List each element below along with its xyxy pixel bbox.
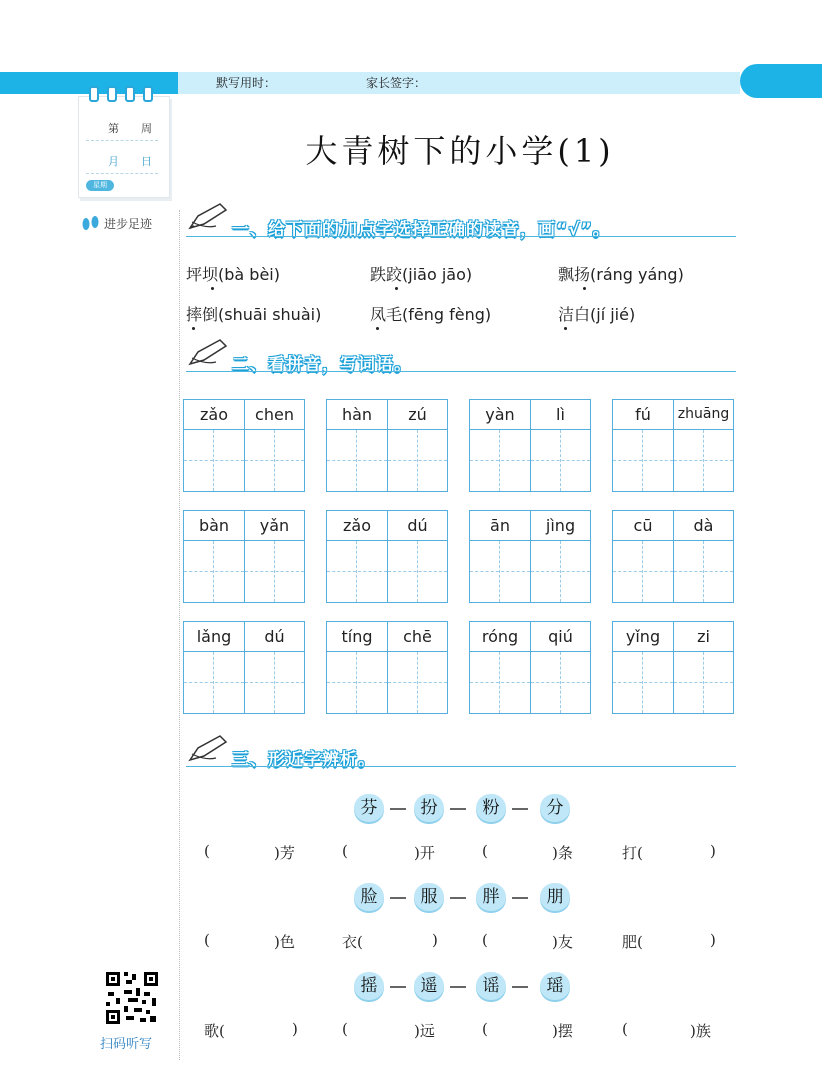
pinyin-label: róng <box>470 622 531 652</box>
pinyin-label: zhuāng <box>674 400 733 430</box>
emphasis-dot <box>395 287 398 290</box>
pinyin-label: dà <box>674 511 733 541</box>
weekday-badge: 星期 <box>86 180 114 191</box>
pinyin-label: yàn <box>470 400 531 430</box>
section-3-heading: 三、形近字辨析。 <box>232 750 376 770</box>
pinyin-label: lì <box>531 400 590 430</box>
char-chip: 胖 <box>476 883 506 911</box>
char-chip: 瑶 <box>540 972 570 1000</box>
calendar-line <box>86 173 158 174</box>
emphasis-dot <box>211 287 214 290</box>
reading-item: 洁白(jí jié) <box>558 305 636 324</box>
blank-open: 歌( <box>204 1022 225 1040</box>
calendar-ring <box>125 86 135 102</box>
char-chip: 扮 <box>414 794 444 822</box>
writing-cell[interactable] <box>470 430 531 491</box>
progress-label: 进步足迹 <box>104 217 153 231</box>
blank-open: ( <box>482 842 488 860</box>
blank-close: )族 <box>690 1022 711 1040</box>
section-2-heading: 二、看拼音，写词语。 <box>232 355 412 375</box>
writing-cell[interactable] <box>531 652 590 713</box>
dictation-time-label: 默写用时： <box>216 76 277 90</box>
word-box[interactable] <box>326 510 448 603</box>
reading-item: 飘扬(ráng yáng) <box>558 265 684 284</box>
writing-cell[interactable] <box>184 541 245 602</box>
dash <box>390 986 406 988</box>
pinyin-label: ān <box>470 511 531 541</box>
char-chip: 芬 <box>354 794 384 822</box>
char-chip: 粉 <box>476 794 506 822</box>
word-box[interactable] <box>183 399 305 492</box>
writing-cell[interactable] <box>327 430 388 491</box>
header-bar-tab <box>740 64 822 98</box>
word-box[interactable] <box>469 510 591 603</box>
writing-cell[interactable] <box>613 430 674 491</box>
blank-close: ) <box>292 1020 298 1038</box>
reading-item: 凤毛(fēng fèng) <box>370 305 492 324</box>
writing-cell[interactable] <box>470 652 531 713</box>
section-divider <box>186 766 736 767</box>
pinyin-label: zǎo <box>327 511 388 541</box>
char-chip: 服 <box>414 883 444 911</box>
pencil-icon <box>186 336 230 370</box>
pinyin-label: bàn <box>184 511 245 541</box>
emphasis-dot <box>583 287 586 290</box>
calendar-ring <box>89 86 99 102</box>
pinyin-label: yǎn <box>245 511 304 541</box>
pinyin-label: lǎng <box>184 622 245 652</box>
blank-close: )条 <box>552 844 573 862</box>
calendar-ring <box>143 86 153 102</box>
blank-open: ( <box>622 1020 628 1038</box>
calendar-ring <box>107 86 117 102</box>
emphasis-dot <box>192 327 195 330</box>
char-chip: 分 <box>540 794 570 822</box>
char-chip: 谣 <box>476 972 506 1000</box>
pinyin-label: hàn <box>327 400 388 430</box>
pinyin-label: fú <box>613 400 674 430</box>
word-box[interactable] <box>326 621 448 714</box>
margin-line <box>179 210 180 1060</box>
writing-cell[interactable] <box>388 430 447 491</box>
word-box[interactable] <box>612 510 734 603</box>
pinyin-label: qiú <box>531 622 590 652</box>
writing-cell[interactable] <box>674 541 733 602</box>
pinyin-label: dú <box>245 622 304 652</box>
blank-open: ( <box>204 842 210 860</box>
writing-cell[interactable] <box>327 541 388 602</box>
dash <box>450 986 466 988</box>
word-box[interactable] <box>469 399 591 492</box>
writing-cell[interactable] <box>388 652 447 713</box>
char-chip: 遥 <box>414 972 444 1000</box>
blank-open: 打( <box>622 844 643 862</box>
blank-open: 衣( <box>342 933 363 951</box>
pinyin-label: tíng <box>327 622 388 652</box>
pinyin-label: dú <box>388 511 447 541</box>
calendar-line <box>86 140 158 141</box>
blank-open: ( <box>482 931 488 949</box>
blank-open: ( <box>342 842 348 860</box>
char-chip: 脸 <box>354 883 384 911</box>
parent-signature-label: 家长签字： <box>366 76 427 90</box>
word-box[interactable] <box>183 510 305 603</box>
dash <box>512 808 528 810</box>
writing-cell[interactable] <box>327 652 388 713</box>
char-chip: 朋 <box>540 883 570 911</box>
word-box[interactable] <box>612 399 734 492</box>
dash <box>450 808 466 810</box>
char-chip: 摇 <box>354 972 384 1000</box>
writing-cell[interactable] <box>674 652 733 713</box>
week-label: 第 周 <box>108 122 152 135</box>
pinyin-label: chē <box>388 622 447 652</box>
pencil-icon <box>186 732 230 766</box>
emphasis-dot <box>376 327 379 330</box>
blank-open: ( <box>482 1020 488 1038</box>
dash <box>512 986 528 988</box>
reading-item: 坪坝(bà bèi) <box>186 265 280 284</box>
dash <box>450 897 466 899</box>
pinyin-label: chen <box>245 400 304 430</box>
date-label: 月 日 <box>108 155 152 168</box>
pencil-icon <box>186 200 230 234</box>
pinyin-label: zǎo <box>184 400 245 430</box>
emphasis-dot <box>564 327 567 330</box>
page-title: 大青树下的小学(1) <box>305 132 615 170</box>
reading-item: 摔倒(shuāi shuài) <box>186 305 322 324</box>
writing-cell[interactable] <box>245 652 304 713</box>
writing-cell[interactable] <box>245 430 304 491</box>
blank-close: )摆 <box>552 1022 573 1040</box>
writing-cell[interactable] <box>184 652 245 713</box>
blank-close: )芳 <box>274 844 295 862</box>
blank-close: )色 <box>274 933 295 951</box>
writing-cell[interactable] <box>531 430 590 491</box>
section-1-heading: 一、给下面的加点字选择正确的读音，画“√”。 <box>232 220 611 240</box>
blank-open: ( <box>342 1020 348 1038</box>
qr-code[interactable] <box>104 970 160 1026</box>
writing-cell[interactable] <box>531 541 590 602</box>
pinyin-label: zi <box>674 622 733 652</box>
dash <box>512 897 528 899</box>
section-divider <box>186 236 736 237</box>
writing-cell[interactable] <box>388 541 447 602</box>
writing-cell[interactable] <box>245 541 304 602</box>
writing-cell[interactable] <box>470 541 531 602</box>
pinyin-label: jìng <box>531 511 590 541</box>
blank-close: )友 <box>552 933 573 951</box>
blank-open: 肥( <box>622 933 643 951</box>
reading-item: 跌跤(jiāo jāo) <box>370 265 473 284</box>
writing-cell[interactable] <box>184 430 245 491</box>
word-box[interactable] <box>183 621 305 714</box>
footprint-icon <box>80 214 102 232</box>
blank-close: )开 <box>414 844 435 862</box>
blank-close: ) <box>432 931 438 949</box>
writing-cell[interactable] <box>613 541 674 602</box>
writing-cell[interactable] <box>674 430 733 491</box>
blank-close: ) <box>710 842 716 860</box>
blank-open: ( <box>204 931 210 949</box>
word-box[interactable] <box>612 621 734 714</box>
word-box[interactable] <box>469 621 591 714</box>
pinyin-label: yǐng <box>613 622 674 652</box>
pinyin-label: cū <box>613 511 674 541</box>
writing-cell[interactable] <box>613 652 674 713</box>
pinyin-label: zú <box>388 400 447 430</box>
word-box[interactable] <box>326 399 448 492</box>
dash <box>390 808 406 810</box>
dash <box>390 897 406 899</box>
blank-close: )远 <box>414 1022 435 1040</box>
section-divider <box>186 371 736 372</box>
qr-label: 扫码听写 <box>100 1037 153 1052</box>
blank-close: ) <box>710 931 716 949</box>
